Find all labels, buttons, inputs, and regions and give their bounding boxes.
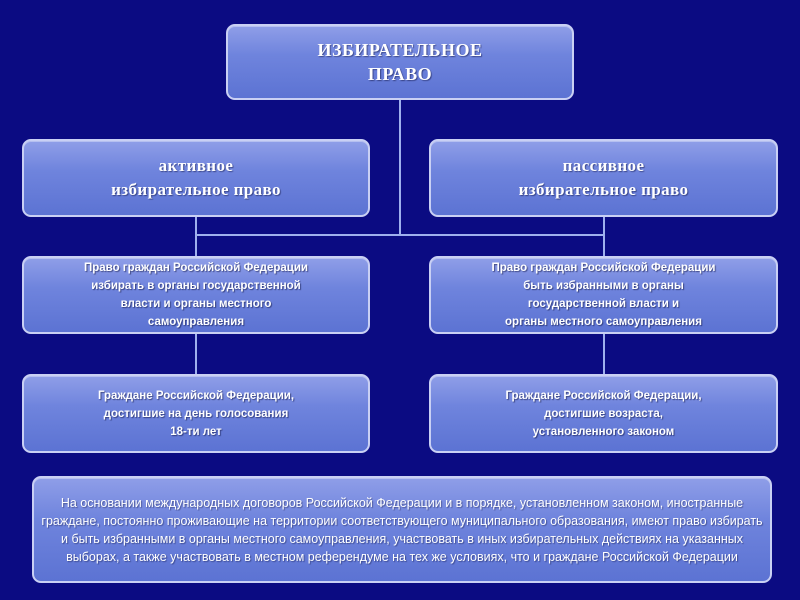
active-right-box	[22, 139, 370, 217]
passive-definition-box	[429, 256, 778, 334]
passive-eligibility-text: Граждане Российской Федерации, достигшие возраста, установленного законом	[505, 389, 702, 438]
title-text: ИЗБИРАТЕЛЬНОЕ ПРАВО	[317, 40, 483, 84]
active-eligibility-box	[22, 374, 370, 453]
active-definition-box	[22, 256, 370, 334]
passive-right-heading: пассивное избирательное право	[518, 156, 689, 199]
foreign-citizens-note-text: На основании международных договоров Российской Федерации и в порядке, установленном законом, иностранные граждане, постоянно проживающие на территории соответствующего муниципального образования, имеют право избирать и быть избранными в органы местного самоуправления, участвовать в иных избирательных действиях на указанных выборах, а также участвовать в местном референдуме на тех же условиях, что и граждане Российской Федерации	[41, 495, 763, 564]
passive-definition-text: Право граждан Российской Федерации быть избранными в органы государственной власти и органы местного самоуправления	[491, 262, 716, 328]
passive-eligibility-box	[429, 374, 778, 453]
active-eligibility-text: Граждане Российской Федерации, достигшие на день голосования 18-ти лет	[97, 389, 295, 438]
active-right-heading: активное избирательное право	[111, 156, 281, 199]
title-box	[226, 24, 574, 100]
active-definition-text: Право граждан Российской Федерации избирать в органы государственной власти и органы местного самоуправления	[83, 262, 309, 328]
passive-right-box	[429, 139, 778, 217]
foreign-citizens-note-box	[32, 476, 772, 583]
